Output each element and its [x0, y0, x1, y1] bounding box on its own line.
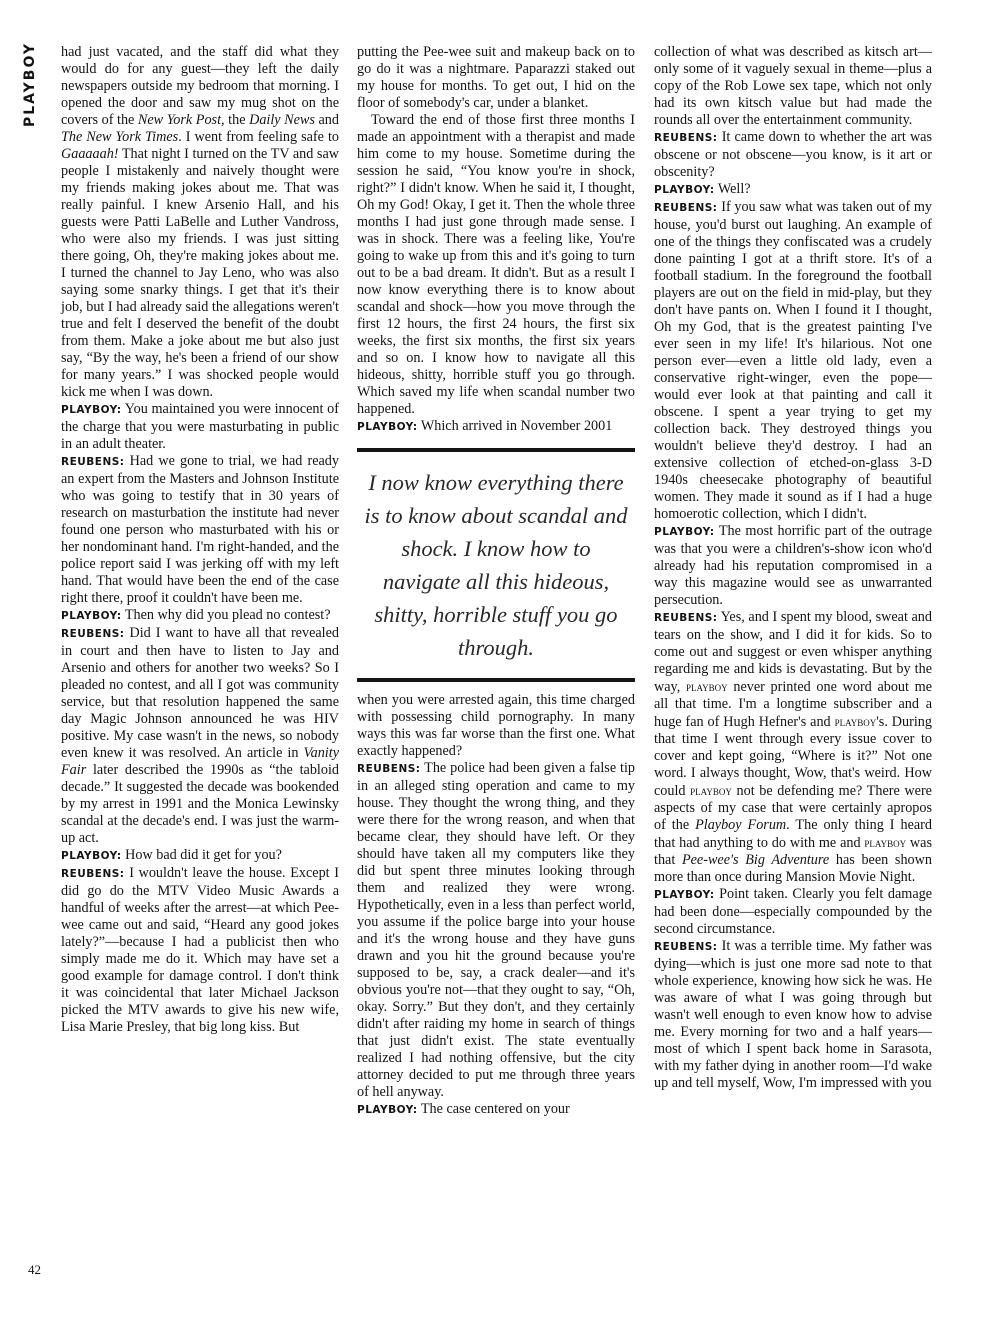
speaker-label: REUBENS:	[654, 612, 718, 624]
paragraph: putting the Pee-wee suit and makeup back on to go do it was a nightmare. Paparazzi staked out my house for months. To get out, I hid on the floor of somebody's car, under a blanket.	[357, 44, 635, 111]
speaker-label: REUBENS:	[61, 868, 125, 880]
speaker-label: REUBENS:	[654, 941, 718, 953]
qa-paragraph: PLAYBOY: You maintained you were innocent of the charge that you were masturbating in public in an adult theater.	[61, 401, 340, 452]
qa-paragraph: REUBENS: I wouldn't leave the house. Except I did go do the MTV Video Music Awards a handful of weeks after the arrest—at which Pee-wee came out and said, “Heard any good jokes lately?”—because I had a publicist then who simply made me do it. Which may have set a good example for damage control. I don't think it was coincidental that later Michael Jackson picked the MTV awards to give his new wife, Lisa Marie Presley, that big long kiss. But	[61, 865, 339, 1035]
paragraph: had just vacated, and the staff did what they would do for any guest—they left the daily newspapers outside my bedroom that morning. I opened the door and saw my mug shot on the covers of the New York Post, the Daily News and The New York Times. I went from feeling safe to Gaaaaah! That night I turned on the TV and saw people I mistakenly and naively thought were my friends making jokes about me. That was really painful. I knew Arsenio Hall, and his guests were Patti LaBelle and Luther Vandross, who were also my friends. I was just sitting there going, Oh, they're making jokes about me. I turned the channel to Jay Leno, who was also saying some snarky things. I get that it's their job, but I had already said the allegations weren't true and felt I deserved the benefit of the doubt from them. Make a joke about me but also just say, “By the way, he's been a friend of our show for many years.” I was shocked people would kick me when I was down.	[61, 44, 339, 400]
speaker-label: REUBENS:	[654, 202, 718, 214]
qa-paragraph: PLAYBOY: How bad did it get for you?	[61, 847, 282, 863]
speaker-label: PLAYBOY:	[357, 421, 418, 433]
speaker-label: PLAYBOY:	[654, 526, 715, 538]
pull-quote: I now know everything there is to know about scandal and shock. I know how to navigate all this hideous, shitty, horrible stuff you go through.	[357, 448, 635, 682]
qa-paragraph: REUBENS: Had we gone to trial, we had ready an expert from the Masters and Johnson Institute who was going to testify that in 30 years of research on masturbation the institute had never found one person who masturbated with his or her nondominant hand. I'm right-handed, and the police report said I was jerking off with my left hand. That would have been the end of the case right there, proof it couldn't have been me.	[61, 453, 339, 606]
qa-paragraph: REUBENS: It was a terrible time. My father was dying—which is just one more sad note to that whole experience, knowing how sick he was. He was aware of what I was going through but wasn't well enough to even know how to advise me. Every morning for two and a half years—most of which I spent back home in Sarasota, with my father dying in another room—I'd wake up and tell myself, Wow, I'm impressed with you	[654, 938, 932, 1091]
qa-paragraph: REUBENS: The police had been given a false tip in an alleged sting operation and came to my house. They thought the wrong thing, and they were there for the wrong reason, and when that became clear, they should have left. Or they should have taken all my computers like they did but spent three minutes looking through them and realized they were wrong. Hypothetically, even in a less than perfect world, you assume if the police barge into your house and it's the wrong house and they have guns drawn and you hit the ground because you're supposed to be, say, a crack dealer—and it's obvious you're not—that they ought to say, “Oh, okay. Sorry.” But they don't, and they certainly didn't after raiding my home in search of things that just didn't exist. The state eventually realized I had nothing offensive, but the city attorney decided to put me through three years of hell anyway.	[357, 760, 635, 1100]
paragraph: when you were arrested again, this time charged with possessing child pornography. In many ways this was far worse than the first one. What exactly happened?	[357, 692, 635, 759]
qa-paragraph: REUBENS: It came down to whether the art was obscene or not obscene—you know, is it art or obscenity?	[654, 129, 933, 180]
column-1	[61, 44, 339, 1036]
running-head: PLAYBOY	[22, 42, 38, 128]
qa-paragraph: REUBENS: If you saw what was taken out of my house, you'd burst out laughing. An example of one of the things they confiscated was a crudely done painting I got at a thrift store. It's of a football stadium. In the foreground the football players are out on the field in mid-play, but they don't have pants on. When I found it I thought, Oh my God, that is the greatest painting I've ever seen in my life! It's hilarious. Not one person ever—even a little old lady, even a conservative right-winger, even the pope—would ever look at that painting and call it obscene. I spent a year trying to get my collection back. They destroyed things you wouldn't believe they'd destroy. I had an extensive collection of etched-on-glass 3-D 1940s cheesecake photography of beautiful women. They made it sound as if I had a huge homoerotic collection, which I didn't.	[654, 199, 932, 522]
qa-paragraph: PLAYBOY: Point taken. Clearly you felt damage had been done—especially compounded by the second circumstance.	[654, 886, 933, 937]
speaker-label: PLAYBOY:	[61, 850, 122, 862]
speaker-label: REUBENS:	[61, 628, 125, 640]
speaker-label: PLAYBOY:	[357, 1104, 418, 1116]
qa-paragraph: PLAYBOY: The case centered on your	[357, 1101, 570, 1117]
qa-paragraph: PLAYBOY: Well?	[654, 181, 751, 197]
qa-paragraph: PLAYBOY: Which arrived in November 2001	[357, 418, 613, 434]
speaker-label: PLAYBOY:	[654, 184, 715, 196]
speaker-label: REUBENS:	[61, 456, 125, 468]
qa-paragraph: PLAYBOY: Then why did you plead no contest?	[61, 607, 331, 623]
speaker-label: PLAYBOY:	[61, 610, 122, 622]
speaker-label: REUBENS:	[654, 132, 718, 144]
paragraph: collection of what was described as kitsch art—only some of it vaguely sexual in theme—plus a copy of the Rob Lowe sex tape, which not only had its own kitsch value but had made the rounds all over the entertainment community.	[654, 44, 932, 128]
column-2	[357, 44, 635, 1119]
speaker-label: PLAYBOY:	[654, 889, 715, 901]
paragraph: Toward the end of those first three months I made an appointment with a therapist and made him come to my house. Sometime during the session he said, “You know you're in shock, right?” I didn't know. When he said it, I thought, Oh my God! Okay, I get it. Then the whole three months I had just gone through made sense. I was in shock. There was a feeling like, You're going to wake up from this and it's going to turn out to be a bad dream. It didn't. But as a result I now know everything there is to know about scandal and shock—how you move through the first 12 hours, the first 24 hours, the first six weeks, the first six months, the first six years and so on. I know how to navigate all this hideous, shitty, horrible stuff you go through. Which saved my life when scandal number two happened.	[357, 112, 635, 417]
qa-paragraph: PLAYBOY: The most horrific part of the outrage was that you were a children's-show icon who'd already had his reputation compromised in a way this magazine would see as unwarranted persecution.	[654, 523, 932, 608]
qa-paragraph: REUBENS: Yes, and I spent my blood, sweat and tears on the show, and I did it for kids. So to come out and suggest or even whisper anything regarding me and kids is devastating. But by the way, playboy never printed one word about me all that time. I'm a longtime subscriber and a huge fan of Hugh Hefner's and playboy's. During that time I went through every issue cover to cover and kept going, “Where is it?” Not one word. I always thought, Wow, that's weird. How could playboy not be defending me? There were aspects of my case that were certainly apropos of the Playboy Forum. The only thing I heard that had anything to do with me and playboy was that Pee-wee's Big Adventure has been shown more than once during Mansion Movie Night.	[654, 609, 932, 885]
column-3	[654, 44, 932, 1092]
speaker-label: REUBENS:	[357, 763, 421, 775]
qa-paragraph: REUBENS: Did I want to have all that revealed in court and then have to listen to Jay and Arsenio and others for another two weeks? So I pleaded no contest, and all I got was community service, but that resolution happened the same day Magic Johnson announced he was HIV positive. My case wasn't in the news, so nobody even knew it was resolved. An article in Vanity Fair later described the 1990s as “the tabloid decade.” It suggested the decade was bookended by my arrest in 1991 and the Monica Lewinsky scandal at the decade's end. I was just the warm-up act.	[61, 625, 339, 846]
speaker-label: PLAYBOY:	[61, 404, 122, 416]
page-number: 42	[28, 1262, 41, 1277]
